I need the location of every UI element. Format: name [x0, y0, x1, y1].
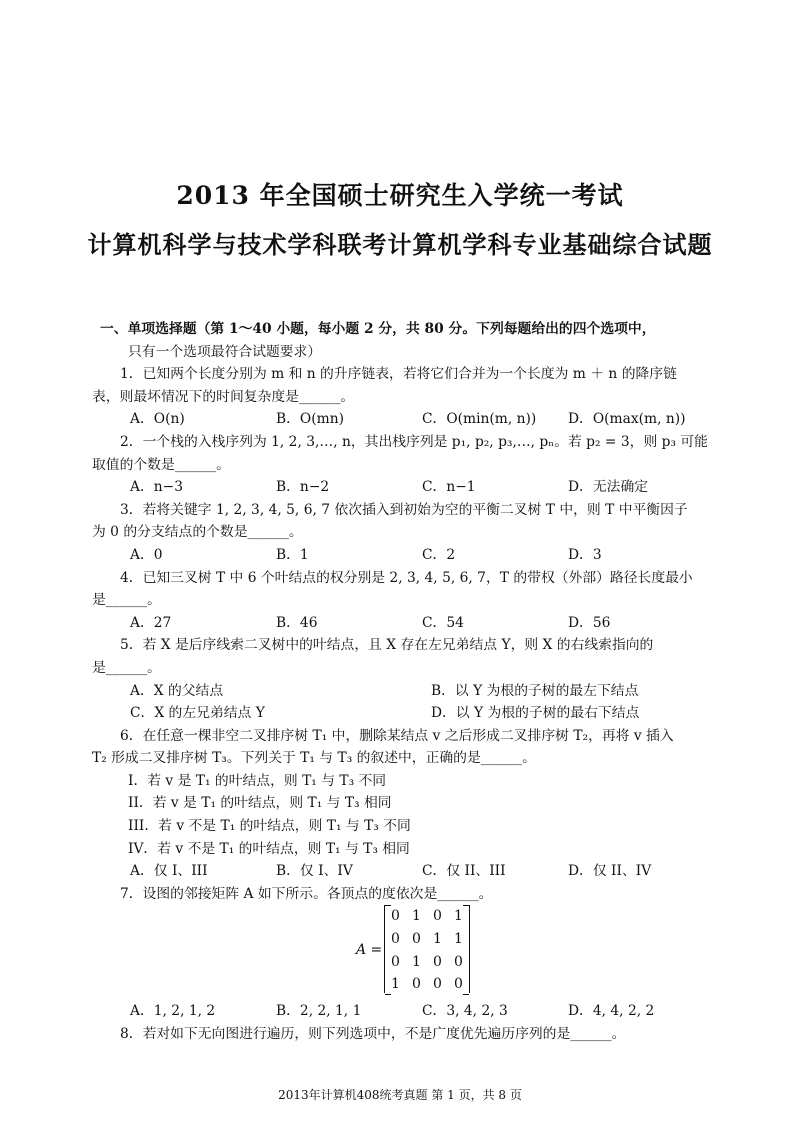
q6-option-a: A．仅 I、III [130, 863, 208, 880]
q7-option-d: D．4, 4, 2, 2 [568, 1003, 655, 1020]
q8-line1: 8．若对如下无向图进行遍历，则下列选项中，不是广度优先遍历序列的是______。 [120, 1026, 626, 1043]
q4-option-a: A．27 [130, 614, 172, 631]
q2-option-c: C．n−1 [422, 479, 476, 496]
q7-line1: 7．设图的邻接矩阵 A 如下所示。各顶点的度依次是______。 [120, 885, 493, 902]
q3-option-a: A．0 [130, 546, 163, 563]
exam-title: 2013 年全国硕士研究生入学统一考试 [176, 181, 624, 210]
matrix-cell: 0 [433, 908, 442, 925]
q2-option-d: D．无法确定 [568, 479, 649, 496]
q7-option-a: A．1, 2, 1, 2 [130, 1003, 216, 1020]
q1-option-c: C．O(min(m, n)) [422, 411, 537, 428]
q3-line1: 3．若将关键字 1, 2, 3, 4, 5, 6, 7 依次插入到初始为空的平衡二叉树 T 中，则 T 中平衡因子 [120, 501, 688, 518]
q6-statement-3: III．若 v 不是 T₁ 的叶结点，则 T₁ 与 T₃ 不同 [128, 818, 411, 835]
q5-option-a: A．X 的父结点 [130, 682, 224, 699]
q1-option-d: D．O(max(m, n)) [568, 411, 686, 428]
page-footer: 2013年计算机408统考真题 第 1 页，共 8 页 [278, 1088, 522, 1102]
q4-line2: 是______。 [92, 592, 161, 609]
q5-options-row2 [92, 702, 732, 725]
q7-options [92, 1000, 732, 1023]
q6-options [92, 860, 732, 883]
q4-option-b: B．46 [276, 614, 318, 631]
q4-line1: 4．已知三叉树 T 中 6 个叶结点的权分别是 2, 3, 4, 5, 6, 7，T 的带权（外部）路径长度最小 [120, 569, 693, 586]
matrix-cell: 1 [454, 908, 463, 925]
matrix-cell: 0 [433, 976, 442, 993]
matrix-cell: 0 [433, 953, 442, 970]
q4-options [92, 612, 732, 635]
q7-matrix-block [92, 905, 732, 1000]
q6-option-d: D．仅 II、IV [568, 863, 652, 880]
matrix-cell: 0 [412, 976, 421, 993]
q5-option-c: C．X 的左兄弟结点 Y [130, 705, 265, 722]
q4-option-d: D．56 [568, 614, 611, 631]
q4-option-c: C．54 [422, 614, 464, 631]
q1-line2: 表，则最坏情况下的时间复杂度是______。 [92, 388, 355, 405]
q5-line1: 5．若 X 是后序线索二叉树中的叶结点，且 X 存在左兄弟结点 Y，则 X 的右线索指向的 [120, 637, 654, 654]
q7-option-b: B．2, 2, 1, 1 [276, 1003, 362, 1020]
matrix-cell: 1 [412, 908, 421, 925]
q5-line2: 是______。 [92, 659, 161, 676]
q2-line1: 2．一个栈的入栈序列为 1, 2, 3,…, n，其出栈序列是 p₁, p₂, p₃,…, pₙ。若 p₂ = 3，则 p₃ 可能 [120, 433, 708, 450]
q5-options-row1 [92, 680, 732, 703]
q2-option-a: A．n−3 [130, 479, 183, 496]
q1-option-b: B．O(mn) [276, 411, 344, 428]
matrix-cell: 1 [454, 931, 463, 948]
section-heading-cont: 只有一个选项最符合试题要求） [128, 343, 322, 360]
q3-option-d: D．3 [568, 546, 602, 563]
matrix-cell: 0 [454, 953, 463, 970]
q5-option-b: B．以 Y 为根的子树的最左下结点 [431, 682, 639, 699]
q6-option-c: C．仅 II、III [422, 863, 506, 880]
matrix-cell: 1 [391, 976, 400, 993]
q3-options [92, 544, 732, 567]
matrix-cell: 1 [433, 931, 442, 948]
q6-statement-4: IV．若 v 不是 T₁ 的叶结点，则 T₁ 与 T₃ 相同 [128, 840, 410, 857]
matrix-cell: 0 [454, 976, 463, 993]
q6-line1: 6．在任意一棵非空二叉排序树 T₁ 中，删除某结点 v 之后形成二叉排序树 T₂，再将 v 插入 [120, 727, 674, 744]
q5-option-d: D．以 Y 为根的子树的最右下结点 [431, 705, 640, 722]
section-heading: 一、单项选择题（第 1～40 小题，每小题 2 分，共 80 分。下列每题给出的四个选项中， [100, 321, 656, 337]
adjacency-matrix [384, 905, 470, 993]
q7-matrix-label: A = [356, 942, 383, 959]
q1-option-a: A．O(n) [130, 411, 185, 428]
q7-option-c: C．3, 4, 2, 3 [422, 1003, 508, 1020]
matrix-cell: 0 [391, 908, 400, 925]
q3-option-b: B．1 [276, 546, 309, 563]
q6-option-b: B．仅 I、IV [276, 863, 353, 880]
matrix-cell: 0 [412, 931, 421, 948]
q2-option-b: B．n−2 [276, 479, 330, 496]
matrix-cell: 0 [391, 953, 400, 970]
q6-line2: T₂ 形成二叉排序树 T₃。下列关于 T₁ 与 T₃ 的叙述中，正确的是______。 [92, 750, 536, 767]
q3-line2: 为 0 的分支结点的个数是______。 [92, 524, 303, 541]
exam-subtitle: 计算机科学与技术学科联考计算机学科专业基础综合试题 [87, 230, 713, 259]
q1-options [92, 408, 732, 431]
q3-option-c: C．2 [422, 546, 456, 563]
q6-statement-2: II．若 v 是 T₁ 的叶结点，则 T₁ 与 T₃ 相同 [128, 795, 392, 812]
q1-line1: 1．已知两个长度分别为 m 和 n 的升序链表，若将它们合并为一个长度为 m ＋ n 的降序链 [120, 366, 677, 383]
matrix-cell: 1 [412, 953, 421, 970]
matrix-cell: 0 [391, 931, 400, 948]
q2-options [92, 476, 732, 499]
q6-statement-1: I．若 v 是 T₁ 的叶结点，则 T₁ 与 T₃ 不同 [128, 772, 387, 789]
question-content [92, 318, 732, 1046]
q2-line2: 取值的个数是______。 [92, 456, 230, 473]
